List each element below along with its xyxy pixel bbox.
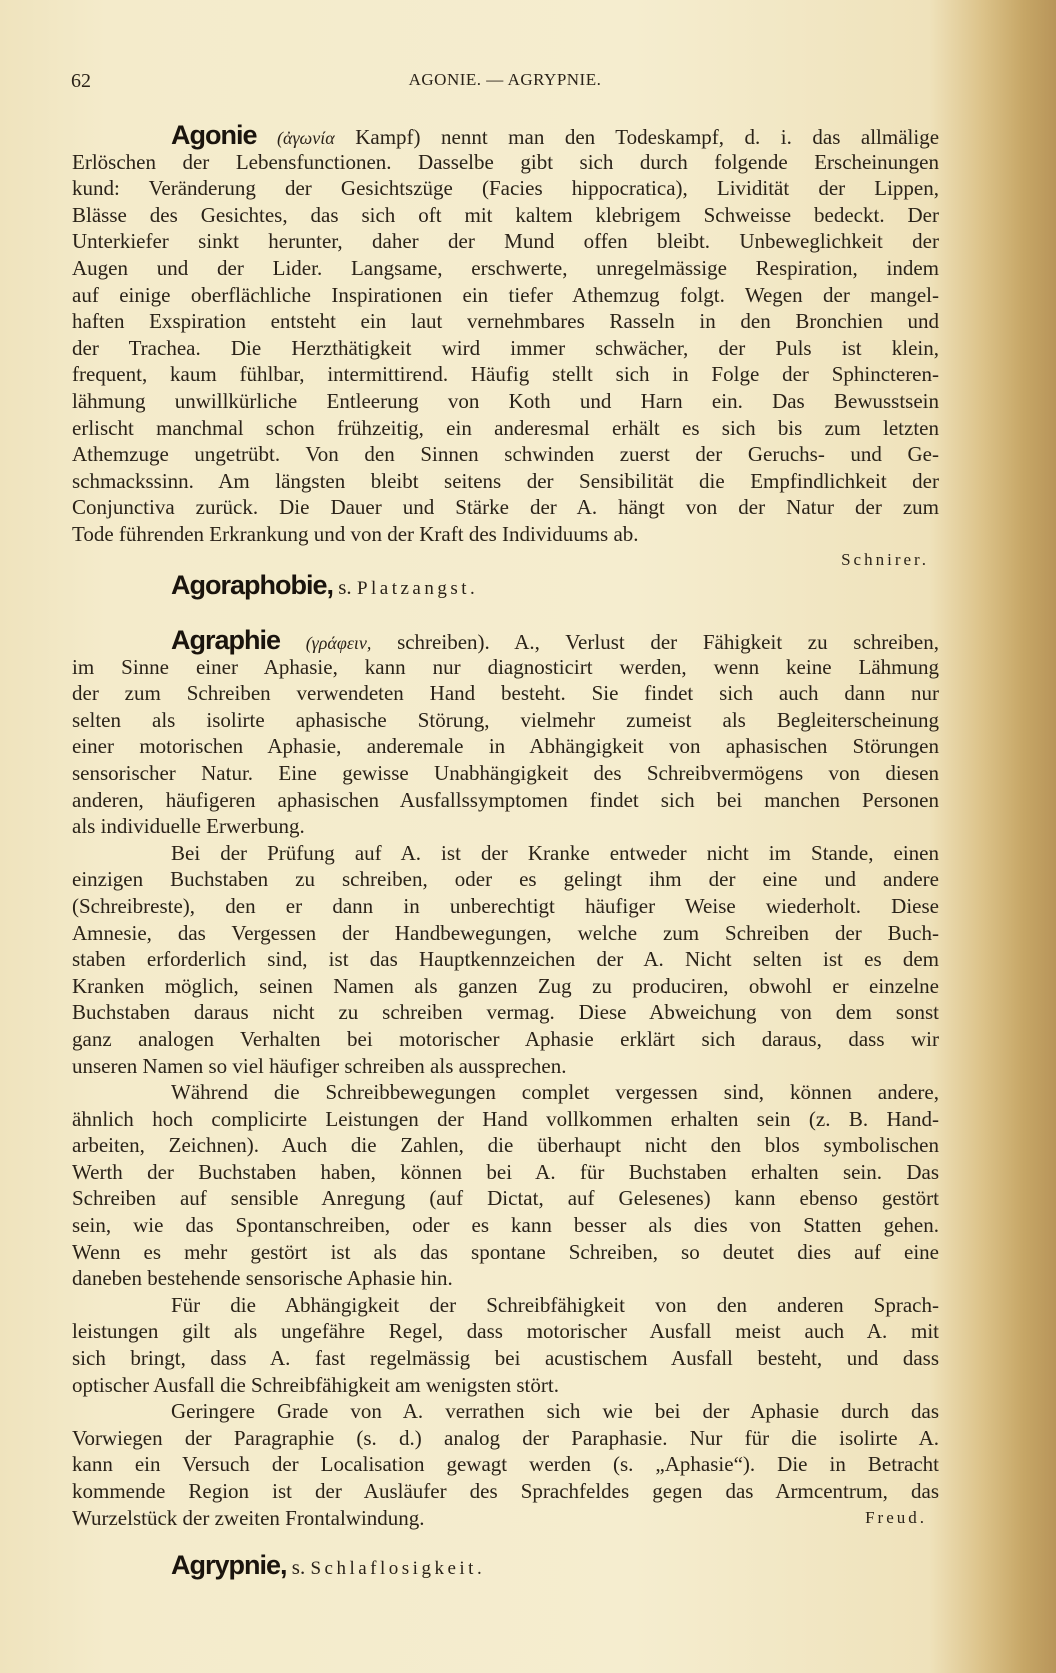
- text-line: [72, 1372, 939, 1399]
- text-line: [72, 149, 939, 176]
- entry-agrypnie: [171, 1550, 485, 1581]
- text-line: [72, 1106, 939, 1133]
- author-signature: Freud.: [865, 1507, 927, 1527]
- text-line: [72, 813, 939, 840]
- text-line: [72, 1505, 939, 1532]
- text-line-content: daneben bestehende sensorische Aphasie hin.: [72, 1266, 453, 1291]
- text-line: [72, 1132, 939, 1159]
- text-line: [72, 1451, 939, 1478]
- text-line: [72, 733, 939, 760]
- text-line-content: der zum Schreiben verwendeten Hand besteht. Sie findet sich auch dann nur: [72, 681, 939, 706]
- text-line: [72, 707, 939, 734]
- text-line: [72, 654, 939, 681]
- text-line: [72, 1265, 939, 1292]
- text-line: [72, 521, 939, 548]
- text-line-content: haften Exspiration entsteht ein laut vernehmbares Rasseln in den Bronchien und: [72, 309, 939, 334]
- text-line-content: selten als isolirte aphasische Störung, vielmehr zumeist als Begleiterscheinung: [72, 707, 939, 732]
- text-line: [72, 388, 939, 415]
- text-line: [72, 228, 939, 255]
- see-prefix: s.: [291, 1555, 306, 1579]
- text-line-content: leistungen gilt als ungefähre Regel, dass motorischer Ausfall meist auch A. mit: [72, 1319, 939, 1344]
- cross-reference-link[interactable]: Schlaflosigkeit.: [310, 1558, 486, 1579]
- text-line: [72, 1425, 939, 1452]
- text-line: [72, 973, 939, 1000]
- author-signature: Schnirer.: [841, 550, 929, 569]
- text-line-rest: schreiben). A., Verlust der Fähigkeit zu schreiben,: [397, 630, 939, 654]
- text-line: [72, 1318, 939, 1345]
- text-line-content: Bei der Prüfung auf A. ist der Kranke entweder nicht im Stande, einen: [171, 840, 939, 865]
- text-line: [72, 1212, 939, 1239]
- text-line-content: ähnlich hoch complicirte Leistungen der Hand vollkommen erhalten sein (z. B. Hand-: [72, 1106, 939, 1131]
- text-line: [72, 415, 939, 442]
- text-line-content: Amnesie, das Vergessen der Handbewegungen, welche zum Schreiben der Buch-: [72, 920, 939, 945]
- text-line: [72, 361, 939, 388]
- text-line-content: Augen und der Lider. Langsame, erschwerte, unregelmässige Respiration, indem: [72, 255, 939, 280]
- text-line-content: Schreiben auf sensible Anregung (auf Dictat, auf Gelesenes) kann ebenso gestört: [72, 1186, 939, 1211]
- text-line: [72, 468, 939, 495]
- text-line-content: Während die Schreibbewegungen complet vergessen sind, können andere,: [171, 1080, 939, 1105]
- text-line: [72, 282, 939, 309]
- cross-reference-link[interactable]: Platzangst.: [356, 578, 479, 599]
- text-line: [72, 1185, 939, 1212]
- text-line: [72, 1239, 939, 1266]
- text-line-content: kommende Region ist der Ausläufer des Sprachfeldes gegen das Armcentrum, das: [72, 1479, 939, 1503]
- text-line: [72, 1292, 939, 1319]
- text-line-content: optischer Ausfall die Schreibfähigkeit am wenigsten stört.: [72, 1372, 559, 1397]
- text-line: [72, 1079, 939, 1106]
- text-line-content: Buchstaben daraus nicht zu schreiben vermag. Diese Abweichung von dem sonst: [72, 1000, 939, 1025]
- text-line: [72, 335, 939, 362]
- entry-agraphie: [72, 627, 939, 1531]
- text-line: [72, 122, 939, 149]
- text-line-content: (Schreibreste), den er dann in unberechtigt häufiger Weise wiederholt. Diese: [72, 893, 939, 918]
- text-line: [72, 175, 939, 202]
- see-prefix: s.: [338, 575, 352, 599]
- text-line-content: anderen, häufigeren aphasischen Ausfallssymptomen findet sich bei manchen Personen: [72, 787, 939, 812]
- text-line-content: Geringere Grade von A. verrathen sich wie bei der Aphasie durch das: [171, 1399, 939, 1424]
- text-line: [72, 494, 939, 521]
- entry-agoraphobie: [171, 570, 478, 601]
- text-line-content: Wurzelstück der zweiten Frontalwindung.: [72, 1505, 425, 1530]
- text-line-content: schmackssinn. Am längsten bleibt seitens der Sensibilität die Empfindlichkeit der: [72, 468, 939, 493]
- text-line-content: frequent, kaum fühlbar, intermittirend. Häufig stellt sich in Folge der Sphincteren-: [72, 362, 939, 387]
- text-line: [72, 1345, 939, 1372]
- text-line-content: als individuelle Erwerbung.: [72, 814, 305, 839]
- text-line-content: Blässe des Gesichtes, das sich oft mit kaltem klebrigem Schweisse bedeckt. Der: [72, 202, 939, 227]
- text-line: [72, 1053, 939, 1080]
- text-line: [72, 893, 939, 920]
- text-line: [72, 202, 939, 229]
- text-line-content: Kranken möglich, seinen Namen als ganzen Zug zu produciren, obwohl er einzelne: [72, 973, 939, 998]
- text-line-content: sich bringt, dass A. fast regelmässig bei acustischem Ausfall besteht, und dass: [72, 1346, 939, 1371]
- text-line-content: arbeiten, Zeichnen). Auch die Zahlen, die überhaupt nicht den blos symbolischen: [72, 1133, 939, 1158]
- etymology-greek: (γράφειν,: [305, 633, 372, 653]
- page-number: 62: [71, 70, 91, 92]
- text-line: [72, 760, 939, 787]
- text-line-content: einzigen Buchstaben zu schreiben, oder es gelingt ihm der eine und andere: [72, 867, 939, 892]
- text-line-content: staben erforderlich sind, ist das Hauptkennzeichen der A. Nicht selten ist es dem: [72, 947, 939, 972]
- text-line: [72, 1478, 939, 1505]
- text-line-content: lähmung unwillkürliche Entleerung von Koth und Harn ein. Das Bewusstsein: [72, 388, 939, 413]
- text-line-content: Vorwiegen der Paragraphie (s. d.) analog der Paraphasie. Nur für die isolirte A.: [72, 1425, 939, 1450]
- text-line-content: erlischt manchmal schon frühzeitig, ein anderesmal erhält es sich bis zum letzten: [72, 415, 939, 440]
- text-line: [72, 680, 939, 707]
- headword: Agraphie: [171, 625, 281, 655]
- text-line: [72, 308, 939, 335]
- text-line-content: Athemzuge ungetrübt. Von den Sinnen schwinden zuerst der Geruchs- und Ge-: [72, 442, 939, 467]
- text-line-content: auf einige oberflächliche Inspirationen ein tiefer Athemzug folgt. Wegen der mangel-: [72, 282, 939, 307]
- text-line: [72, 946, 939, 973]
- text-line: [72, 627, 939, 654]
- text-line-content: im Sinne einer Aphasie, kann nur diagnosticirt werden, wenn keine Lähmung: [72, 654, 939, 679]
- text-line-content: Unterkiefer sinkt herunter, daher der Mund offen bleibt. Unbeweglichkeit der: [72, 229, 939, 254]
- text-line-content: Für die Abhängigkeit der Schreibfähigkeit von den anderen Sprach-: [171, 1292, 939, 1317]
- text-line: [72, 1026, 939, 1053]
- running-title: AGONIE. — AGRYPNIE.: [408, 70, 602, 89]
- entry-agonie: [72, 122, 939, 548]
- headword: Agonie: [171, 120, 257, 150]
- text-line-content: Erlöschen der Lebensfunctionen. Dasselbe gibt sich durch folgende Erscheinungen: [72, 149, 939, 174]
- text-line: [72, 1398, 939, 1425]
- text-line: [72, 255, 939, 282]
- headword: Agoraphobie,: [171, 570, 333, 600]
- text-line-content: sein, wie das Spontanschreiben, oder es kann besser als dies von Statten gehen.: [72, 1213, 939, 1238]
- text-line-content: Wenn es mehr gestört ist als das spontane Schreiben, so deutet dies auf eine: [72, 1239, 939, 1264]
- text-line: [72, 920, 939, 947]
- text-line-content: kann ein Versuch der Localisation gewagt werden (s. „Aphasie“). Die in Betracht: [72, 1452, 939, 1477]
- text-line-content: sensorischer Natur. Eine gewisse Unabhängigkeit des Schreibvermögens von diesen: [72, 760, 939, 785]
- text-line: [72, 1159, 939, 1186]
- text-line: [72, 866, 939, 893]
- text-line: [72, 840, 939, 867]
- text-line-rest: Kampf) nennt man den Todeskampf, d. i. das allmälige: [355, 125, 940, 149]
- text-line: [72, 441, 939, 468]
- text-line: [72, 787, 939, 814]
- text-line-content: Tode führenden Erkrankung und von der Kraft des Individuums ab.: [72, 521, 639, 546]
- etymology-greek: (ἀγωνία: [277, 128, 335, 148]
- text-line-content: Conjunctiva zurück. Die Dauer und Stärke der A. hängt von der Natur der zum: [72, 495, 939, 520]
- text-line-content: Werth der Buchstaben haben, können bei A. für Buchstaben erhalten sein. Das: [72, 1159, 939, 1184]
- text-line-content: kund: Veränderung der Gesichtszüge (Facies hippocratica), Lividität der Lippen,: [72, 176, 939, 201]
- text-line-content: einer motorischen Aphasie, anderemale in Abhängigkeit von aphasischen Störungen: [72, 734, 939, 759]
- text-line-content: unseren Namen so viel häufiger schreiben als aussprechen.: [72, 1053, 567, 1078]
- text-line-content: ganz analogen Verhalten bei motorischer Aphasie erklärt sich daraus, dass wir: [72, 1026, 939, 1051]
- text-line-content: der Trachea. Die Herzthätigkeit wird immer schwächer, der Puls ist klein,: [72, 335, 939, 360]
- headword: Agrypnie,: [171, 1550, 287, 1580]
- text-line: [72, 999, 939, 1026]
